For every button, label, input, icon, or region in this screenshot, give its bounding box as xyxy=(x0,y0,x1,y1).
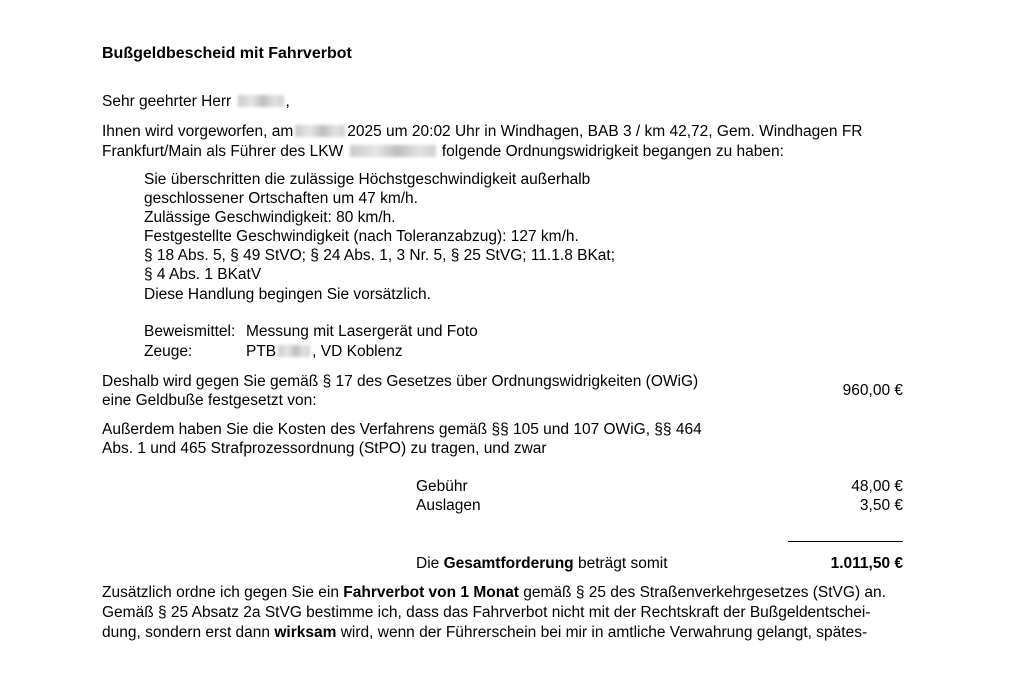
accusation-text: Ihnen wird vorgeworfen, am xyxy=(102,123,294,140)
expenses-amount: 3,50 € xyxy=(859,497,903,514)
total-label xyxy=(416,554,668,573)
total-bold-text: Gesamtforderung xyxy=(443,555,574,572)
accusation-text: Frankfurt/Main als Führer des LKW xyxy=(102,143,344,160)
witness-value xyxy=(246,342,403,361)
offense-line: § 4 Abs. 1 BKatV xyxy=(144,266,262,283)
offense-line: Zulässige Geschwindigkeit: 80 km/h. xyxy=(144,209,396,226)
salutation-comma: , xyxy=(285,93,290,110)
redacted-plate xyxy=(350,145,436,157)
offense-line: Festgestellte Geschwindigkeit (nach Toleranzabzug): 127 km/h. xyxy=(144,228,579,245)
ban-text: dung, sondern erst dann xyxy=(102,624,271,641)
offense-line: Sie überschritten die zulässige Höchstgeschwindigkeit außerhalb xyxy=(144,171,591,188)
offense-line: § 18 Abs. 5, § 49 StVO; § 24 Abs. 1, 3 Nr. 5, § 25 StVG; 11.1.8 BKat; xyxy=(144,247,616,264)
total-text: beträgt somit xyxy=(577,555,668,572)
redacted-witness-id xyxy=(278,345,310,357)
witness-label: Zeuge: xyxy=(144,343,193,360)
offense-line: geschlossener Ortschaften um 47 km/h. xyxy=(144,190,418,207)
witness-text: , VD Koblenz xyxy=(312,343,403,360)
fine-amount: 960,00 € xyxy=(842,382,903,399)
expenses-label: Auslagen xyxy=(416,497,481,514)
fine-line-2: eine Geldbuße festgesetzt von: xyxy=(102,392,317,409)
ban-text: wird, wenn der Führerschein bei mir in amtliche Verwahrung gelangt, spätes- xyxy=(340,624,868,641)
accusation-text: folgende Ordnungswidrigkeit begangen zu haben: xyxy=(441,143,784,160)
total-amount: 1.011,50 € xyxy=(830,555,903,572)
offense-line: Diese Handlung begingen Sie vorsätzlich. xyxy=(144,286,431,303)
ban-line-1 xyxy=(102,583,886,602)
sum-rule xyxy=(788,541,903,542)
witness-text: PTB xyxy=(246,343,277,360)
redacted-name xyxy=(238,95,284,107)
accusation-line-2 xyxy=(102,142,784,161)
ban-text: Zusätzlich ordne ich gegen Sie ein xyxy=(102,584,339,601)
accusation-line-1 xyxy=(102,122,862,141)
ban-bold-text: Fahrverbot von 1 Monat xyxy=(343,584,519,601)
costs-line-1: Außerdem haben Sie die Kosten des Verfahrens gemäß §§ 105 und 107 OWiG, §§ 464 xyxy=(102,421,702,438)
ban-line-3 xyxy=(102,623,960,642)
salutation-text: Sehr geehrter Herr xyxy=(102,93,232,110)
ban-bold-text: wirksam xyxy=(274,624,337,641)
ban-line-2: Gemäß § 25 Absatz 2a StVG bestimme ich, dass das Fahrverbot nicht mit der Rechtskraft der Bußgeldentschei- xyxy=(102,604,871,621)
total-text: Die xyxy=(416,555,440,572)
fee-label: Gebühr xyxy=(416,478,468,495)
salutation xyxy=(102,92,290,111)
ban-text: gemäß § 25 des Straßenverkehrgesetzes (StVG) an. xyxy=(523,584,886,601)
fee-amount: 48,00 € xyxy=(851,478,903,495)
evidence-value: Messung mit Lasergerät und Foto xyxy=(246,323,478,340)
document-title: Bußgeldbescheid mit Fahrverbot xyxy=(102,45,352,62)
redacted-date xyxy=(295,125,345,137)
accusation-text: 2025 um 20:02 Uhr in Windhagen, BAB 3 / km 42,72, Gem. Windhagen FR xyxy=(347,123,863,140)
evidence-label: Beweismittel: xyxy=(144,323,236,340)
costs-line-2: Abs. 1 und 465 Strafprozessordnung (StPO) zu tragen, und zwar xyxy=(102,440,547,457)
fine-line-1: Deshalb wird gegen Sie gemäß § 17 des Gesetzes über Ordnungswidrigkeiten (OWiG) xyxy=(102,373,699,390)
